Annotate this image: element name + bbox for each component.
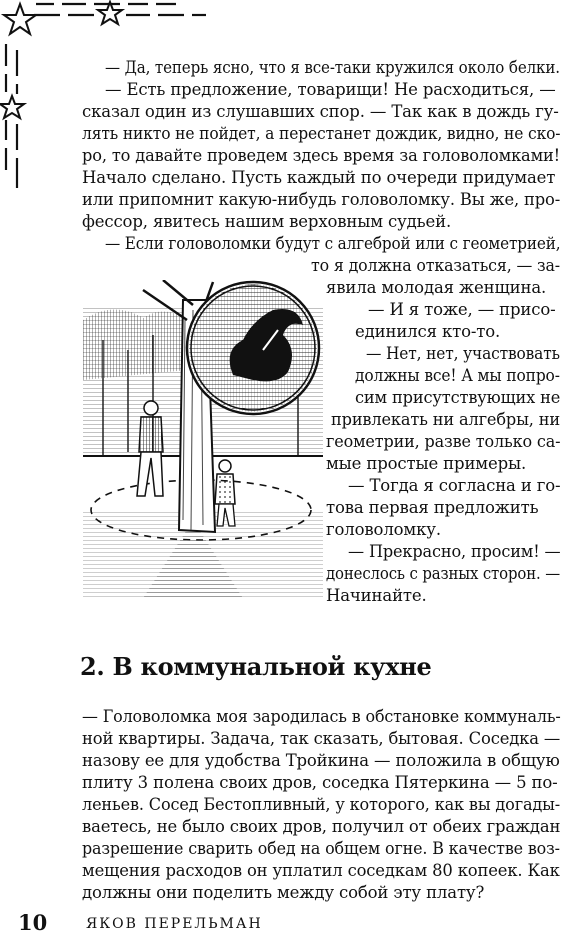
text-line: должны все! А мы попро- (355, 366, 560, 385)
text-line: ваетесь, не было своих дров, получил от обеих граждан (82, 817, 561, 836)
star-icon (98, 2, 122, 24)
text-line: фессор, явитесь нашим верховным судьей. (82, 212, 452, 231)
text-line: — Тогда я согласна и го- (348, 476, 561, 495)
text-line: привлекать ни алгебры, ни (331, 410, 561, 429)
running-footer-author: ЯКОВ ПЕРЕЛЬМАН (86, 916, 263, 932)
star-icon (4, 4, 36, 34)
text-line: Начало сделано. Пусть каждый по очереди придумает (82, 168, 556, 187)
text-line: — Головоломка моя зародилась в обстановке коммуналь- (82, 707, 561, 726)
text-line: ро, то давайте проведем здесь время за головоломками! (82, 146, 561, 165)
text-line: лять никто не пойдет, а перестанет дождик, видно, не ско- (82, 124, 561, 143)
text-line: — И я тоже, — присо- (368, 300, 556, 319)
text-line: Начинайте. (326, 586, 427, 605)
text-line: това первая предложить (326, 498, 539, 517)
text-line: геометрии, разве только са- (326, 432, 561, 451)
text-line: разрешение сварить обед на общем огне. В качестве воз- (82, 839, 560, 858)
text-line: сим присутствующих не (355, 388, 561, 407)
text-line: явила молодая женщина. (326, 278, 547, 297)
text-line: мые простые примеры. (326, 454, 527, 473)
section-title: 2. В коммунальной кухне (80, 652, 432, 681)
text-line: — Нет, нет, участвовать (366, 344, 560, 363)
text-line: назову ее для удобства Тройкина — положила в общую (82, 751, 560, 770)
text-line: головоломку. (326, 520, 441, 539)
text-line: — Да, теперь ясно, что я все-таки кружился около белки. (105, 58, 560, 77)
text-line: донеслось с разных сторон. — (326, 564, 561, 583)
text-line: плиту 3 полена своих дров, соседка Пятеркина — 5 по- (82, 773, 558, 792)
text-line: сказал один из слушавших спор. — Так как в дождь гу- (82, 102, 559, 121)
text-line: — Есть предложение, товарищи! Не расходиться, — (105, 80, 556, 99)
text-line: леньев. Сосед Бестопливный, у которого, как вы догады- (82, 795, 561, 814)
page-number: 10 (18, 910, 48, 935)
text-line: — Прекрасно, просим! — (348, 542, 561, 561)
text-line: мещения расходов он уплатил соседкам 80 копеек. Как (82, 861, 560, 880)
text-line: или припомнит какую-нибудь головоломку. Вы же, про- (82, 190, 561, 209)
illustration-squirrel-tree (83, 280, 323, 598)
text-line: должны они поделить между собой эту плату? (82, 883, 485, 902)
star-icon (0, 96, 24, 118)
text-line: единился кто-то. (355, 322, 501, 341)
text-line: то я должна отказаться, — за- (311, 256, 560, 275)
text-line: ной квартиры. Задача, так сказать, бытовая. Соседка — (82, 729, 561, 748)
text-line: — Если головоломки будут с алгеброй или с геометрией, (105, 234, 561, 253)
